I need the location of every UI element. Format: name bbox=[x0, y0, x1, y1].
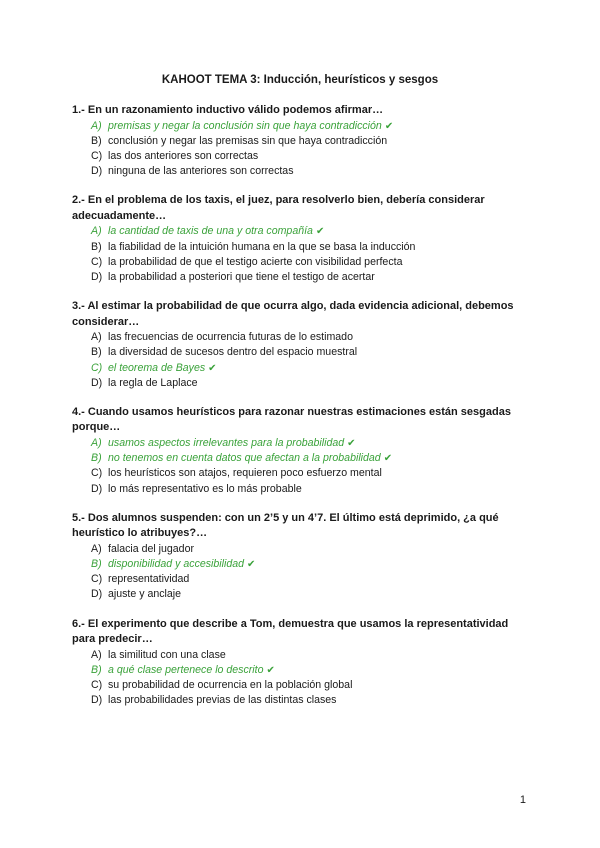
option-label: disponibilidad y accesibilidad bbox=[108, 557, 245, 570]
question-text: 1.- En un razonamiento inductivo válido podemos afirmar… bbox=[72, 104, 384, 116]
option-letter: D) bbox=[91, 588, 103, 601]
answer-option bbox=[72, 255, 532, 270]
answer-option bbox=[72, 149, 532, 164]
answer-option bbox=[72, 572, 532, 587]
option-letter: B) bbox=[91, 346, 102, 359]
option-text bbox=[108, 678, 532, 693]
answer-option bbox=[72, 134, 532, 149]
option-letter: D) bbox=[91, 165, 103, 178]
option-text bbox=[108, 330, 532, 345]
option-letter: B) bbox=[91, 663, 102, 676]
answer-option-correct bbox=[72, 119, 532, 134]
option-letter: B) bbox=[91, 557, 102, 570]
document-title: KAHOOT TEMA 3: Inducción, heurísticos y sesgos bbox=[161, 74, 439, 86]
option-letter: D) bbox=[91, 376, 103, 389]
option-label: falacia del jugador bbox=[108, 542, 194, 555]
check-icon: ✔ bbox=[247, 558, 256, 570]
check-icon: ✔ bbox=[384, 120, 394, 132]
option-label: su probabilidad de ocurrencia en la población global bbox=[108, 678, 353, 691]
question-block bbox=[72, 511, 532, 603]
option-label: ninguna de las anteriores son correctas bbox=[108, 165, 294, 178]
check-icon: ✔ bbox=[347, 437, 356, 449]
answer-option bbox=[72, 482, 532, 497]
question-text: 2.- En el problema de los taxis, el juez, para resolverlo bien, debería considerar adecuadamente… bbox=[72, 194, 485, 222]
answer-options bbox=[72, 224, 532, 285]
question-block bbox=[72, 103, 532, 179]
answer-option bbox=[72, 345, 532, 360]
option-label: la probabilidad de que el testigo acierte con visibilidad perfecta bbox=[108, 255, 403, 268]
question-block bbox=[72, 299, 532, 391]
option-label: premisas y negar la conclusión sin que haya contradicción bbox=[108, 119, 382, 132]
option-letter: C) bbox=[91, 678, 103, 691]
option-label: la regla de Laplace bbox=[108, 376, 198, 389]
option-letter: A) bbox=[91, 331, 102, 344]
option-letter: A) bbox=[91, 225, 102, 238]
option-label: la diversidad de sucesos dentro del espacio muestral bbox=[108, 346, 358, 359]
option-text bbox=[108, 663, 532, 678]
option-text bbox=[108, 451, 532, 466]
option-letter: A) bbox=[91, 648, 102, 661]
question-block bbox=[72, 193, 532, 285]
option-text bbox=[108, 345, 532, 360]
option-letter: B) bbox=[91, 240, 102, 253]
answer-option bbox=[72, 330, 532, 345]
question-text: 4.- Cuando usamos heurísticos para razonar nuestras estimaciones están sesgadas porque… bbox=[72, 405, 511, 434]
answer-option bbox=[72, 240, 532, 255]
option-text bbox=[108, 224, 532, 239]
option-text bbox=[108, 164, 532, 179]
answer-options bbox=[72, 542, 532, 603]
answer-option-correct bbox=[72, 361, 532, 376]
option-text bbox=[108, 149, 532, 164]
option-letter: D) bbox=[91, 270, 103, 283]
answer-option bbox=[72, 542, 532, 557]
answer-option bbox=[72, 693, 532, 708]
option-letter: D) bbox=[91, 482, 103, 495]
option-letter: D) bbox=[91, 694, 103, 707]
option-label: la similitud con una clase bbox=[108, 648, 226, 661]
option-text bbox=[108, 255, 532, 270]
answer-option-correct bbox=[72, 557, 532, 572]
option-text bbox=[108, 648, 532, 663]
option-label: lo más representativo es lo más probable bbox=[108, 482, 302, 495]
option-text bbox=[108, 572, 532, 587]
option-letter: A) bbox=[91, 542, 102, 555]
option-text bbox=[108, 119, 532, 134]
option-letter: C) bbox=[91, 467, 103, 480]
question-list bbox=[72, 103, 532, 722]
option-letter: C) bbox=[91, 255, 103, 268]
question-block bbox=[72, 617, 532, 709]
option-letter: C) bbox=[91, 573, 103, 586]
option-text bbox=[108, 693, 532, 708]
option-text bbox=[108, 557, 532, 572]
option-text bbox=[108, 240, 532, 255]
question-text: 6.- El experimento que describe a Tom, demuestra que usamos la representatividad para predecir… bbox=[72, 617, 509, 646]
answer-options bbox=[72, 648, 532, 709]
answer-option bbox=[72, 587, 532, 602]
answer-option-correct bbox=[72, 451, 532, 466]
option-text bbox=[108, 376, 532, 391]
answer-option bbox=[72, 648, 532, 663]
option-letter: C) bbox=[91, 149, 103, 162]
check-icon: ✔ bbox=[315, 226, 325, 238]
option-label: representatividad bbox=[108, 573, 190, 586]
option-text bbox=[108, 270, 532, 285]
answer-options bbox=[72, 330, 532, 391]
option-label: la probabilidad a posteriori que tiene el testigo de acertar bbox=[108, 270, 375, 283]
answer-option-correct bbox=[72, 436, 532, 451]
option-label: el teorema de Bayes bbox=[108, 361, 206, 374]
option-text bbox=[108, 361, 532, 376]
answer-option bbox=[72, 270, 532, 285]
option-label: la fiabilidad de la intuición humana en la que se basa la inducción bbox=[108, 240, 416, 253]
option-letter: C) bbox=[91, 361, 103, 374]
answer-option-correct bbox=[72, 224, 532, 239]
option-text bbox=[108, 436, 532, 451]
answer-option bbox=[72, 376, 532, 391]
answer-option bbox=[72, 164, 532, 179]
option-label: conclusión y negar las premisas sin que haya contradicción bbox=[108, 134, 388, 147]
page-number: 1 bbox=[519, 794, 526, 806]
question-text: 5.- Dos alumnos suspenden: con un 2’5 y un 4’7. El último está deprimido, ¿a qué heurístico lo atribuyes?… bbox=[72, 511, 499, 540]
option-letter: B) bbox=[91, 134, 102, 147]
check-icon: ✔ bbox=[208, 362, 217, 374]
option-text bbox=[108, 134, 532, 149]
check-icon: ✔ bbox=[266, 664, 275, 676]
option-label: ajuste y anclaje bbox=[108, 588, 182, 601]
answer-option bbox=[72, 678, 532, 693]
option-letter: A) bbox=[91, 119, 102, 132]
option-letter: B) bbox=[91, 452, 102, 465]
answer-options bbox=[72, 119, 532, 180]
option-label: usamos aspectos irrelevantes para la probabilidad bbox=[108, 436, 345, 449]
option-label: la cantidad de taxis de una y otra compañía bbox=[108, 225, 313, 238]
option-label: las probabilidades previas de las distintas clases bbox=[108, 694, 337, 707]
option-letter: A) bbox=[91, 436, 102, 449]
option-label: las dos anteriores son correctas bbox=[108, 149, 259, 162]
answer-options bbox=[72, 436, 532, 497]
option-text bbox=[108, 482, 532, 497]
option-text bbox=[108, 587, 532, 602]
option-label: no tenemos en cuenta datos que afectan a la probabilidad bbox=[108, 452, 381, 465]
question-block bbox=[72, 405, 532, 497]
option-label: las frecuencias de ocurrencia futuras de lo estimado bbox=[108, 331, 353, 344]
check-icon: ✔ bbox=[383, 453, 393, 465]
option-text bbox=[108, 542, 532, 557]
option-text bbox=[108, 466, 532, 481]
answer-option bbox=[72, 466, 532, 481]
option-label: los heurísticos son atajos, requieren poco esfuerzo mental bbox=[108, 467, 382, 480]
answer-option-correct bbox=[72, 663, 532, 678]
option-label: a qué clase pertenece lo descrito bbox=[108, 663, 264, 676]
question-text: 3.- Al estimar la probabilidad de que ocurra algo, dada evidencia adicional, debemos considerar… bbox=[72, 300, 514, 328]
